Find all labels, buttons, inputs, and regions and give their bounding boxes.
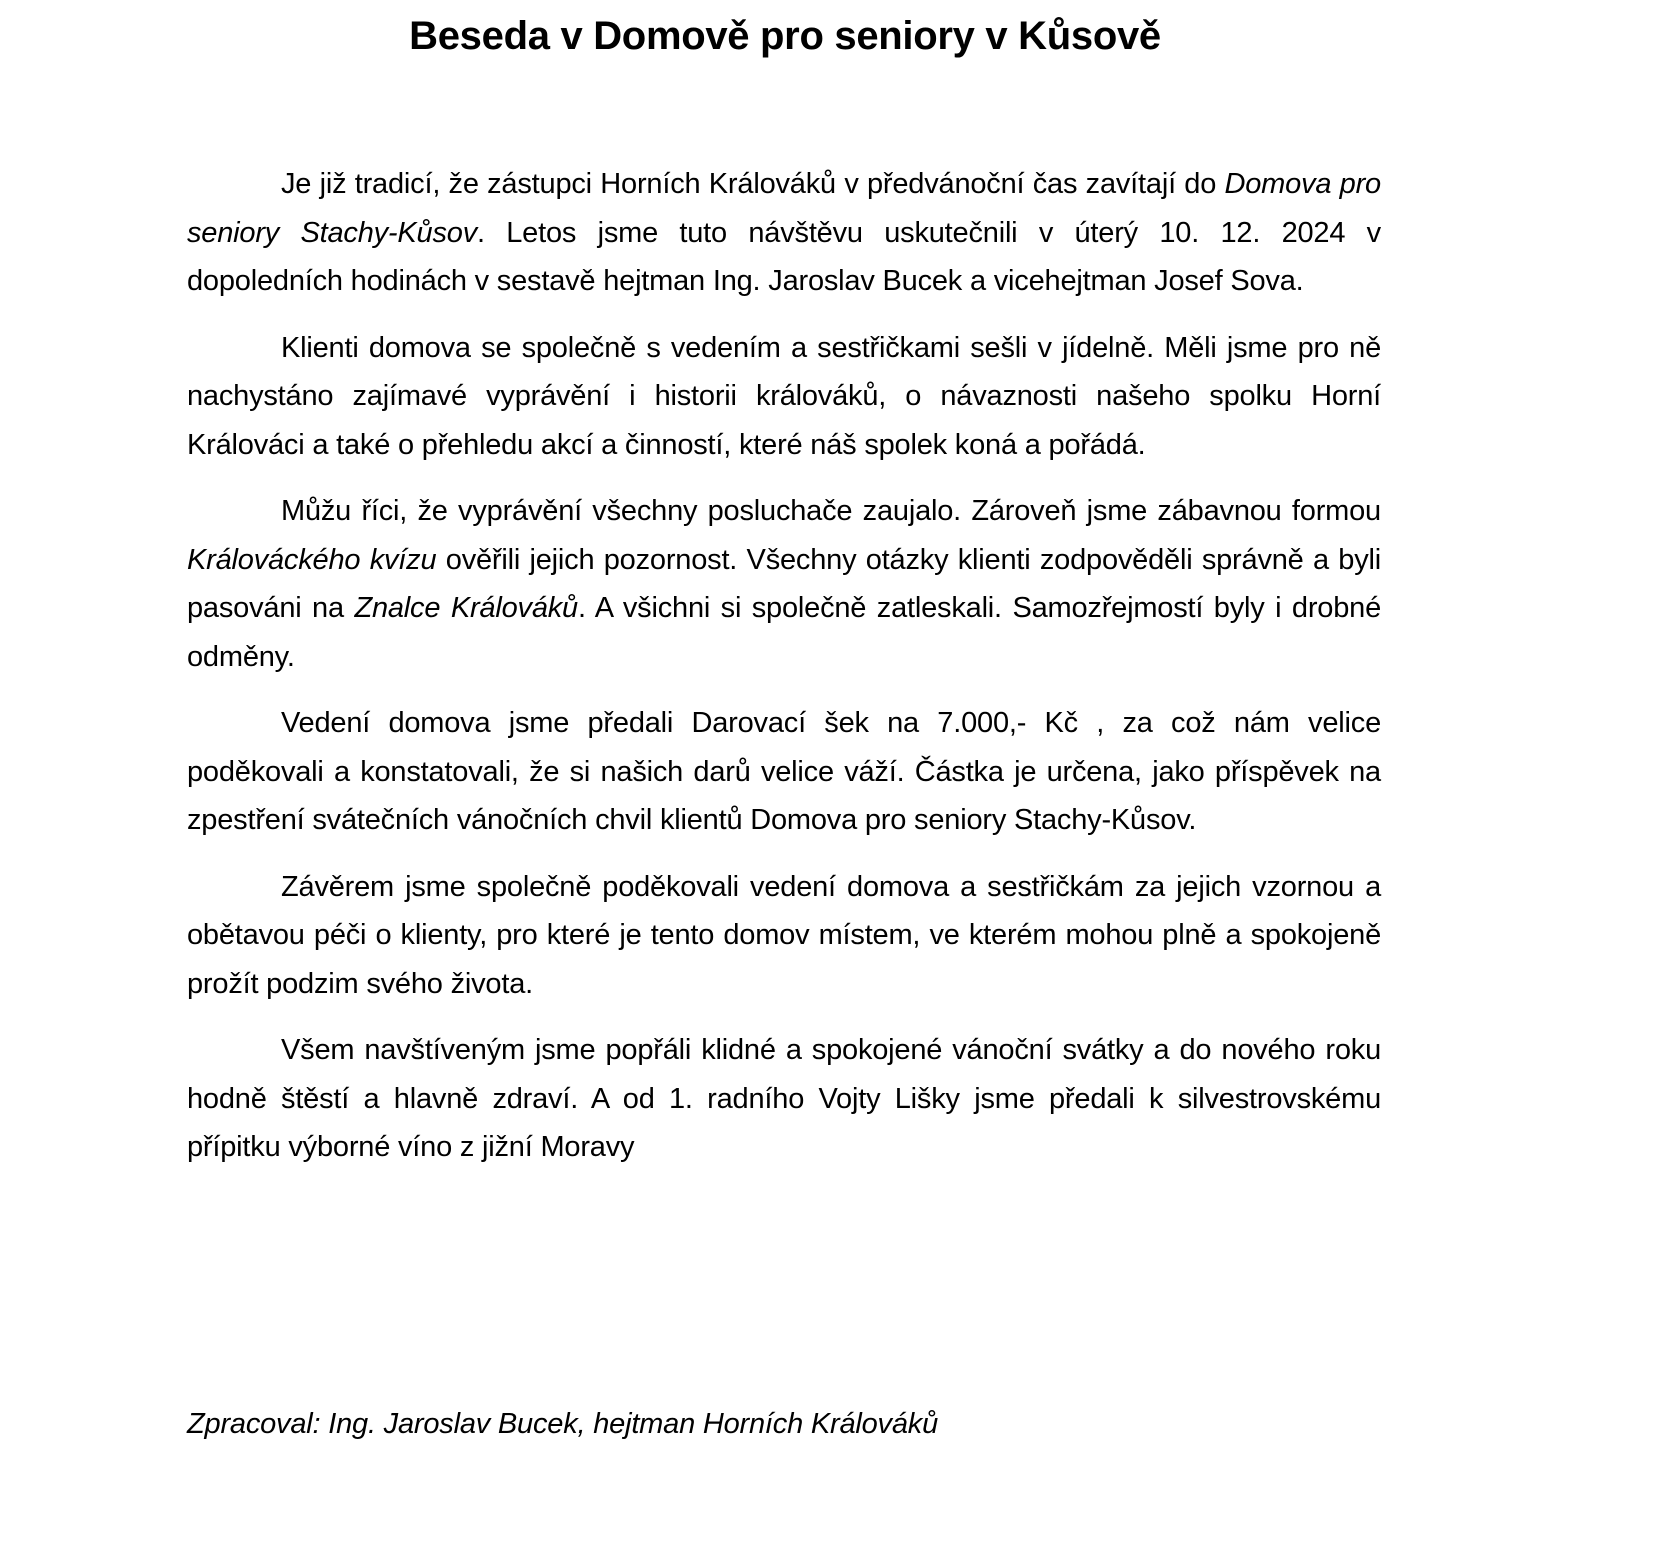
paragraph-wishes [187,1026,1381,1172]
paragraph-thanks [187,863,1381,1009]
paragraph-text: Klienti domova se společně s vedením a sestřičkami sešli v jídelně. Měli jsme pro ně nachystáno zajímavé vyprávění i historii králováků, o návaznosti našeho spolku Horní Králováci a také o přehledu akcí a činností, které náš spolek koná a pořádá. [187,331,1381,461]
paragraph-donation [187,699,1381,845]
document-title: Beseda v Domově pro seniory v Kůsově [409,14,1161,58]
paragraph-text: ověřili jejich pozornost. Všechny otázky klienti zodpověděli správně a byli pasováni na [187,543,1381,624]
paragraph-text-italic: Domova pro seniory Stachy-Kůsov [187,168,1381,249]
paragraph-text-italic: Znalce Králováků [354,592,578,624]
paragraph-intro [187,160,1381,306]
paragraph-text: Je již tradicí, že zástupci Horních Králováků v předvánoční čas zavítají do [281,168,1225,200]
paragraph-text: Vedení domova jsme předali Darovací šek na 7.000,- Kč , za což nám velice poděkovali a konstatovali, že si našich darů velice váží. Částka je určena, jako příspěvek na zpestření svátečních vánočních chvil klientů Domova pro seniory Stachy-Kůsov. [187,707,1381,836]
paragraph-text: . Letos jsme tuto návštěvu uskutečnili v úterý 10. 12. 2024 v dopoledních hodinách v sestavě hejtman Ing. Jaroslav Bucek a vicehejtman Josef Sova. [187,216,1381,297]
paragraph-quiz [187,487,1381,681]
paragraph-text-italic: Králováckého kvízu [187,543,437,576]
paragraph-text: Všem navštíveným jsme popřáli klidné a spokojené vánoční svátky a do nového roku hodně štěstí a hlavně zdraví. A od 1. radního Vojty Lišky jsme předali k silvestrovskému přípitku výborné víno z jižní Moravy [187,1034,1381,1163]
paragraph-text: Závěrem jsme společně poděkovali vedení domova a sestřičkám za jejich vzornou a obětavou péči o klienty, pro které je tento domov místem, ve kterém mohou plně a spokojeně prožít podzim svého života. [187,870,1381,1000]
paragraph-text: . A všichni si společně zatleskali. Samozřejmostí byly i drobné odměny. [187,592,1381,673]
paragraph-clients [187,324,1381,470]
paragraph-text: Můžu říci, že vyprávění všechny posluchače zaujalo. Zároveň jsme zábavnou formou [281,495,1381,527]
article-body [187,160,1381,1190]
author-signature: Zpracoval: Ing. Jaroslav Bucek, hejtman Horních Králováků [187,1408,939,1440]
